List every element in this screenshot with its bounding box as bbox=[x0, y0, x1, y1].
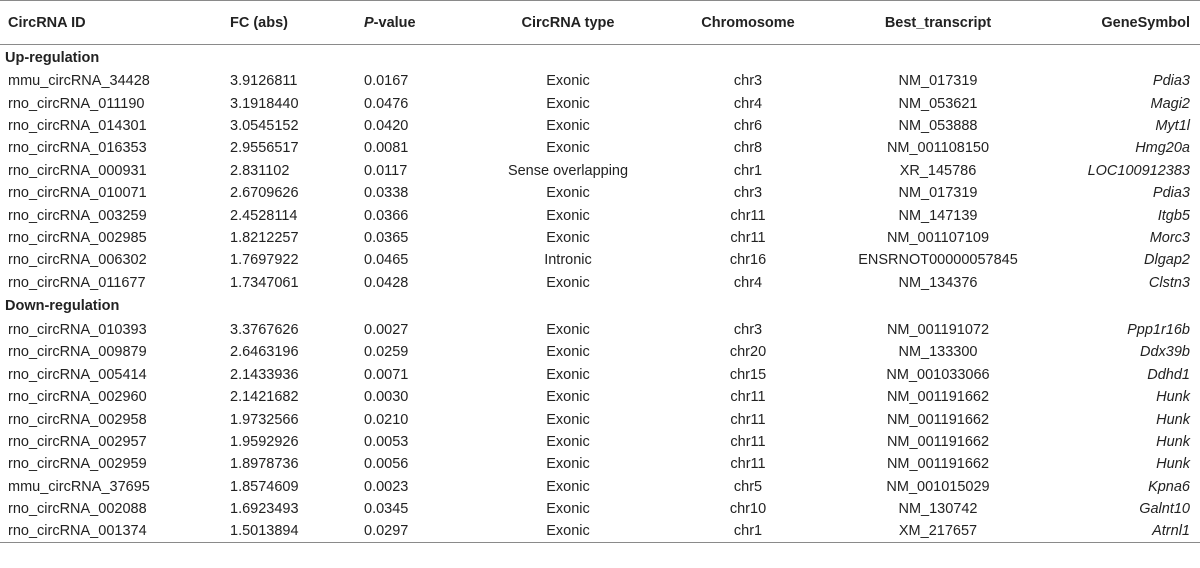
cell-circrna-type: Exonic bbox=[546, 207, 590, 224]
cell-fc: 2.4528114 bbox=[230, 207, 298, 224]
cell-best-transcript: NM_130742 bbox=[898, 501, 978, 518]
cell-gene-symbol: Ppp1r16b bbox=[1127, 322, 1190, 339]
cell-p-value: 0.0081 bbox=[364, 140, 409, 157]
cell-gene-symbol: Ddhd1 bbox=[1147, 366, 1190, 383]
header-row bbox=[0, 1, 1200, 45]
cell-gene-symbol: Atrnl1 bbox=[1048, 520, 1200, 542]
cell-fc: 1.8978736 bbox=[230, 456, 299, 473]
cell-p-value: 0.0297 bbox=[348, 520, 468, 542]
cell-fc: 3.3767626 bbox=[230, 322, 299, 339]
cell-gene-symbol: Myt1l bbox=[1155, 117, 1190, 134]
table-row bbox=[0, 204, 1200, 226]
table-row bbox=[0, 272, 1200, 294]
cell-circrna-type: Exonic bbox=[546, 389, 590, 406]
cell-fc: 2.6463196 bbox=[230, 344, 299, 361]
cell-gene-symbol: Galnt10 bbox=[1139, 501, 1190, 518]
cell-fc: 2.1421682 bbox=[230, 389, 299, 406]
cell-circrna-type: Exonic bbox=[468, 520, 668, 542]
cell-p-value: 0.0365 bbox=[364, 229, 409, 246]
section-header-row bbox=[0, 45, 1200, 71]
cell-best-transcript: NM_001107109 bbox=[886, 229, 990, 246]
cell-p-value: 0.0338 bbox=[364, 185, 409, 202]
cell-chromosome: chr1 bbox=[668, 520, 828, 542]
cell-circrna-id: rno_circRNA_002959 bbox=[8, 456, 147, 473]
cell-circrna-id: rno_circRNA_002960 bbox=[8, 389, 147, 406]
cell-gene-symbol: Itgb5 bbox=[1157, 207, 1190, 224]
cell-circrna-id: rno_circRNA_014301 bbox=[8, 117, 147, 134]
cell-chromosome: chr3 bbox=[733, 322, 763, 339]
cell-p-value: 0.0071 bbox=[364, 366, 409, 383]
cell-gene-symbol: Clstn3 bbox=[1148, 274, 1190, 291]
cell-circrna-id: rno_circRNA_002088 bbox=[8, 501, 147, 518]
cell-fc: 1.5013894 bbox=[200, 520, 348, 542]
table-row bbox=[0, 137, 1200, 159]
cell-best-transcript: NM_001191662 bbox=[886, 389, 990, 406]
cell-fc: 2.831102 bbox=[230, 162, 290, 179]
cell-circrna-id: rno_circRNA_005414 bbox=[8, 366, 147, 383]
cell-circrna-id: rno_circRNA_002958 bbox=[8, 411, 147, 428]
cell-chromosome: chr11 bbox=[730, 456, 766, 473]
header-fc: FC (abs) bbox=[200, 1, 348, 45]
section-title: Down-regulation bbox=[5, 298, 120, 315]
cell-p-value: 0.0366 bbox=[364, 207, 409, 224]
cell-best-transcript: NM_001191662 bbox=[886, 456, 990, 473]
cell-best-transcript: NM_017319 bbox=[898, 73, 978, 90]
cell-fc: 2.9556517 bbox=[230, 140, 299, 157]
cell-circrna-type: Exonic bbox=[546, 140, 590, 157]
header-p-rest: -value bbox=[373, 14, 416, 31]
table-row bbox=[0, 341, 1200, 363]
table-row bbox=[0, 249, 1200, 271]
table-row bbox=[0, 92, 1200, 114]
cell-best-transcript: NM_134376 bbox=[898, 274, 978, 291]
cell-chromosome: chr15 bbox=[729, 366, 767, 383]
table-row bbox=[0, 386, 1200, 408]
cell-chromosome: chr11 bbox=[730, 389, 766, 406]
cell-circrna-type: Exonic bbox=[546, 344, 590, 361]
header-chromosome: Chromosome bbox=[668, 1, 828, 45]
cell-fc: 3.9126811 bbox=[230, 73, 298, 90]
cell-gene-symbol: Dlgap2 bbox=[1144, 252, 1190, 269]
cell-gene-symbol: Hunk bbox=[1156, 389, 1190, 406]
cell-circrna-id: rno_circRNA_000931 bbox=[8, 162, 147, 179]
cell-fc: 1.6923493 bbox=[230, 501, 299, 518]
section-header-row bbox=[0, 294, 1200, 319]
cell-circrna-id: rno_circRNA_006302 bbox=[8, 252, 147, 269]
cell-gene-symbol: Hunk bbox=[1156, 411, 1190, 428]
cell-fc: 2.6709626 bbox=[230, 185, 299, 202]
cell-p-value: 0.0259 bbox=[364, 344, 409, 361]
header-p-value bbox=[348, 1, 468, 45]
cell-circrna-type: Exonic bbox=[546, 411, 590, 428]
cell-best-transcript: NM_001015029 bbox=[886, 478, 990, 495]
cell-p-value: 0.0023 bbox=[364, 478, 409, 495]
cell-circrna-id: rno_circRNA_009879 bbox=[8, 344, 147, 361]
cell-circrna-type: Exonic bbox=[546, 434, 590, 451]
section-title: Up-regulation bbox=[5, 49, 100, 66]
cell-p-value: 0.0428 bbox=[364, 274, 409, 291]
cell-chromosome: chr8 bbox=[733, 140, 763, 157]
cell-fc: 1.8574609 bbox=[230, 478, 299, 495]
cell-best-transcript: NM_133300 bbox=[898, 344, 978, 361]
cell-circrna-id: rno_circRNA_001374 bbox=[0, 520, 200, 542]
cell-circrna-type: Exonic bbox=[546, 185, 590, 202]
cell-circrna-id: rno_circRNA_002985 bbox=[8, 229, 147, 246]
table-row bbox=[0, 476, 1200, 498]
cell-gene-symbol: Morc3 bbox=[1149, 229, 1190, 246]
table-row bbox=[0, 115, 1200, 137]
cell-circrna-type: Exonic bbox=[546, 117, 590, 134]
table-row bbox=[0, 408, 1200, 430]
cell-p-value: 0.0345 bbox=[364, 501, 409, 518]
cell-circrna-type: Sense overlapping bbox=[507, 162, 629, 179]
cell-p-value: 0.0210 bbox=[364, 411, 409, 428]
header-circrna-id: CircRNA ID bbox=[0, 1, 200, 45]
table-row bbox=[0, 364, 1200, 386]
cell-chromosome: chr3 bbox=[733, 185, 763, 202]
header-best-transcript: Best_transcript bbox=[828, 1, 1048, 45]
header-gene-symbol: GeneSymbol bbox=[1048, 1, 1200, 45]
cell-best-transcript: XM_217657 bbox=[828, 520, 1048, 542]
cell-gene-symbol: Pdia3 bbox=[1152, 185, 1190, 202]
cell-best-transcript: NM_017319 bbox=[898, 185, 978, 202]
cell-best-transcript: NM_053621 bbox=[898, 95, 978, 112]
cell-p-value: 0.0476 bbox=[364, 95, 409, 112]
cell-circrna-id: mmu_circRNA_37695 bbox=[8, 478, 150, 495]
header-p-italic: P bbox=[364, 14, 374, 31]
cell-circrna-id: rno_circRNA_010393 bbox=[8, 322, 147, 339]
cell-best-transcript: NM_001108150 bbox=[886, 140, 990, 157]
cell-gene-symbol: Hmg20a bbox=[1135, 140, 1190, 157]
cell-circrna-type: Exonic bbox=[546, 95, 590, 112]
cell-chromosome: chr4 bbox=[733, 95, 763, 112]
table-row bbox=[0, 319, 1200, 341]
cell-best-transcript: ENSRNOT00000057845 bbox=[858, 252, 1018, 269]
cell-chromosome: chr4 bbox=[733, 274, 763, 291]
cell-circrna-id: rno_circRNA_002957 bbox=[8, 434, 147, 451]
cell-gene-symbol: Hunk bbox=[1156, 434, 1190, 451]
cell-circrna-id: rno_circRNA_011190 bbox=[8, 95, 145, 112]
cell-p-value: 0.0027 bbox=[364, 322, 409, 339]
cell-chromosome: chr6 bbox=[733, 117, 763, 134]
cell-gene-symbol: Magi2 bbox=[1150, 95, 1190, 112]
table-row bbox=[0, 431, 1200, 453]
cell-fc: 3.0545152 bbox=[230, 117, 299, 134]
cell-p-value: 0.0420 bbox=[364, 117, 409, 134]
table-row bbox=[0, 498, 1200, 520]
cell-chromosome: chr3 bbox=[733, 73, 763, 90]
cell-best-transcript: NM_001191662 bbox=[886, 434, 990, 451]
cell-circrna-type: Exonic bbox=[546, 366, 590, 383]
cell-p-value: 0.0053 bbox=[364, 434, 409, 451]
cell-best-transcript: NM_001191662 bbox=[886, 411, 990, 428]
header-circrna-type: CircRNA type bbox=[468, 1, 668, 45]
table-body bbox=[0, 45, 1200, 543]
cell-chromosome: chr11 bbox=[730, 207, 766, 224]
cell-circrna-type: Exonic bbox=[546, 73, 590, 90]
cell-p-value: 0.0465 bbox=[364, 252, 409, 269]
cell-chromosome: chr1 bbox=[733, 162, 763, 179]
cell-chromosome: chr11 bbox=[730, 411, 766, 428]
cell-fc: 1.7347061 bbox=[230, 274, 299, 291]
cell-fc: 3.1918440 bbox=[230, 95, 299, 112]
cell-circrna-type: Exonic bbox=[546, 501, 590, 518]
cell-p-value: 0.0030 bbox=[364, 389, 409, 406]
cell-best-transcript: XR_145786 bbox=[899, 162, 977, 179]
table-row bbox=[0, 520, 1200, 542]
cell-gene-symbol: Hunk bbox=[1156, 456, 1190, 473]
cell-best-transcript: NM_001033066 bbox=[886, 366, 990, 383]
table-row bbox=[0, 160, 1200, 182]
cell-chromosome: chr10 bbox=[729, 501, 767, 518]
cell-gene-symbol: Pdia3 bbox=[1152, 73, 1190, 90]
cell-circrna-type: Exonic bbox=[546, 456, 590, 473]
cell-fc: 1.8212257 bbox=[230, 229, 299, 246]
cell-circrna-type: Exonic bbox=[546, 478, 590, 495]
cell-circrna-type: Exonic bbox=[546, 322, 590, 339]
cell-best-transcript: NM_053888 bbox=[898, 117, 978, 134]
cell-circrna-id: rno_circRNA_003259 bbox=[8, 207, 147, 224]
cell-gene-symbol: Kpna6 bbox=[1148, 478, 1190, 495]
table-row bbox=[0, 227, 1200, 249]
table-row bbox=[0, 70, 1200, 92]
table-row bbox=[0, 453, 1200, 475]
cell-chromosome: chr20 bbox=[729, 344, 767, 361]
cell-gene-symbol: Ddx39b bbox=[1140, 344, 1190, 361]
cell-chromosome: chr11 bbox=[730, 229, 766, 246]
cell-circrna-id: rno_circRNA_016353 bbox=[8, 140, 147, 157]
cell-circrna-id: mmu_circRNA_34428 bbox=[8, 73, 150, 90]
cell-best-transcript: NM_001191072 bbox=[886, 322, 990, 339]
cell-circrna-type: Exonic bbox=[546, 229, 590, 246]
cell-chromosome: chr16 bbox=[729, 252, 767, 269]
cell-fc: 1.9732566 bbox=[230, 411, 299, 428]
cell-p-value: 0.0167 bbox=[364, 73, 409, 90]
cell-circrna-type: Intronic bbox=[544, 252, 592, 269]
cell-chromosome: chr5 bbox=[733, 478, 763, 495]
cell-fc: 1.7697922 bbox=[230, 252, 299, 269]
cell-circrna-id: rno_circRNA_010071 bbox=[8, 185, 147, 202]
cell-p-value: 0.0117 bbox=[364, 162, 408, 179]
cell-p-value: 0.0056 bbox=[364, 456, 409, 473]
cell-circrna-type: Exonic bbox=[546, 274, 590, 291]
cell-fc: 1.9592926 bbox=[230, 434, 299, 451]
cell-circrna-id: rno_circRNA_011677 bbox=[8, 274, 146, 291]
cell-fc: 2.1433936 bbox=[230, 366, 299, 383]
table-row bbox=[0, 182, 1200, 204]
cell-gene-symbol: LOC100912383 bbox=[1087, 162, 1190, 179]
cell-chromosome: chr11 bbox=[730, 434, 766, 451]
cell-best-transcript: NM_147139 bbox=[898, 207, 978, 224]
